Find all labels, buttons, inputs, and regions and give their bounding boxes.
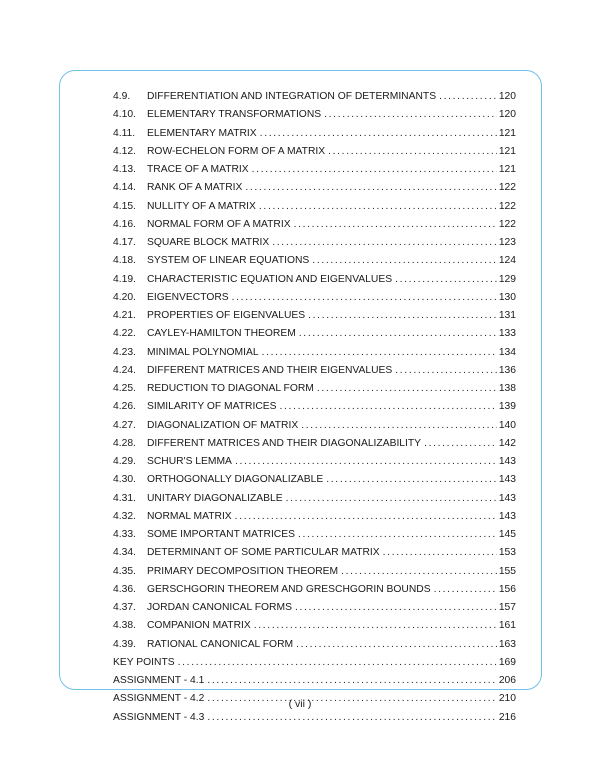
toc-entry[interactable] xyxy=(113,161,516,179)
toc-entry[interactable] xyxy=(113,599,516,617)
toc-entry-page: 120 xyxy=(498,109,516,121)
toc-entry-title: EIGENVECTORS xyxy=(147,291,229,303)
toc-entry-page: 134 xyxy=(498,346,516,358)
toc-entry-page: 140 xyxy=(498,419,516,431)
toc-entry[interactable] xyxy=(113,344,516,362)
toc-entry[interactable] xyxy=(113,563,516,581)
toc-entry-page: 163 xyxy=(498,638,516,650)
toc-entry[interactable] xyxy=(113,143,516,161)
toc-entry-title: DIAGONALIZATION OF MATRIX xyxy=(147,419,299,431)
dot-leader xyxy=(235,508,497,526)
toc-entry-number: 4.12. xyxy=(113,145,136,157)
toc-entry-page: 143 xyxy=(498,456,516,467)
toc-entry-page: 143 xyxy=(498,492,516,504)
toc-entry-page: 121 xyxy=(498,127,516,139)
toc-entry-number: 4.18. xyxy=(113,255,136,267)
dot-leader xyxy=(232,289,497,307)
toc-entry-title: UNITARY DIAGONALIZABLE xyxy=(147,492,283,504)
toc-entry[interactable] xyxy=(113,216,516,234)
toc-entry[interactable] xyxy=(113,88,516,106)
page-number: ( vii ) xyxy=(288,698,312,710)
toc-entry[interactable] xyxy=(113,490,516,508)
toc-entry[interactable] xyxy=(113,179,516,197)
toc-entry-title: ELEMENTARY TRANSFORMATIONS xyxy=(147,109,322,121)
dot-leader xyxy=(272,234,497,252)
dot-leader xyxy=(235,453,497,471)
toc-entry-title: TRACE OF A MATRIX xyxy=(147,164,249,175)
toc-entry-number: 4.20. xyxy=(113,291,136,303)
toc-entry-number: 4.34. xyxy=(113,547,136,559)
toc-entry-number: 4.30. xyxy=(113,474,136,486)
toc-entry[interactable] xyxy=(113,526,516,544)
dot-leader xyxy=(295,599,497,617)
dot-leader xyxy=(207,672,496,690)
toc-entry-page: 206 xyxy=(498,675,516,686)
dot-leader xyxy=(178,654,497,672)
toc-entry-page: 142 xyxy=(498,437,516,449)
toc-entry[interactable] xyxy=(113,672,516,690)
toc-entry[interactable] xyxy=(113,636,516,654)
toc-entry-title: PROPERTIES OF EIGENVALUES xyxy=(147,310,306,321)
toc-entry-page: 131 xyxy=(498,310,516,321)
toc-entry-title: NORMAL MATRIX xyxy=(147,510,232,522)
toc-entry-title: RANK OF A MATRIX xyxy=(147,182,243,194)
toc-entry-title: NORMAL FORM OF A MATRIX xyxy=(147,218,291,230)
toc-entry[interactable] xyxy=(113,617,516,635)
dot-leader xyxy=(245,179,496,197)
toc-entry-number: 4.11. xyxy=(113,127,136,139)
dot-leader xyxy=(317,380,497,398)
toc-entry-title: REDUCTION TO DIAGONAL FORM xyxy=(147,383,314,394)
toc-entry-page: 122 xyxy=(498,182,516,194)
dot-leader xyxy=(294,216,497,234)
toc-entry-number: 4.10. xyxy=(113,109,136,121)
toc-entry-title: MINIMAL POLYNOMIAL xyxy=(147,346,259,358)
toc-entry-title: DIFFERENTIATION AND INTEGRATION OF DETERMINANTS xyxy=(147,91,437,102)
toc-entry-title: SIMILARITY OF MATRICES xyxy=(147,401,277,413)
toc-entry[interactable] xyxy=(113,271,516,289)
toc-entry[interactable] xyxy=(113,289,516,307)
dot-leader xyxy=(424,435,497,453)
toc-entry-number: 4.24. xyxy=(113,364,136,376)
dot-leader xyxy=(262,344,497,362)
toc-entry[interactable] xyxy=(113,307,516,325)
toc-entry-title: KEY POINTS xyxy=(113,656,175,668)
toc-entry[interactable] xyxy=(113,417,516,435)
toc-entry-number: 4.37. xyxy=(113,602,136,613)
toc-entry-number: 4.9. xyxy=(113,91,131,102)
table-of-contents xyxy=(113,88,516,727)
toc-entry-title: GERSCHGORIN THEOREM AND GRESCHGORIN BOUNDS xyxy=(147,583,431,595)
dot-leader xyxy=(286,490,497,508)
toc-entry-number: 4.17. xyxy=(113,237,136,248)
toc-entry-title: DIFFERENT MATRICES AND THEIR EIGENVALUES xyxy=(147,364,393,376)
toc-entry-page: 133 xyxy=(498,328,516,340)
toc-entry-number: 4.35. xyxy=(113,565,136,577)
toc-entry-title: JORDAN CANONICAL FORMS xyxy=(147,602,292,613)
toc-entry-page: 153 xyxy=(498,547,516,559)
toc-entry-title: SYSTEM OF LINEAR EQUATIONS xyxy=(147,255,310,267)
dot-leader xyxy=(439,88,497,106)
toc-entry[interactable] xyxy=(113,471,516,489)
dot-leader xyxy=(395,271,497,289)
toc-entry-page: 145 xyxy=(498,529,516,540)
toc-entry-page: 216 xyxy=(498,711,516,723)
toc-entry-page: 120 xyxy=(498,91,516,102)
toc-entry-page: 129 xyxy=(498,273,516,285)
toc-entry-number: 4.38. xyxy=(113,620,136,632)
toc-entry-number: 4.16. xyxy=(113,218,136,230)
toc-entry-title: ROW-ECHELON FORM OF A MATRIX xyxy=(147,145,326,157)
toc-entry-title: COMPANION MATRIX xyxy=(147,620,251,632)
toc-entry-number: 4.28. xyxy=(113,437,136,449)
toc-entry[interactable] xyxy=(113,380,516,398)
dot-leader xyxy=(326,471,497,489)
dot-leader xyxy=(254,617,497,635)
toc-entry-title: CHARACTERISTIC EQUATION AND EIGENVALUES xyxy=(147,273,393,285)
toc-entry[interactable] xyxy=(113,252,516,270)
toc-entry[interactable] xyxy=(113,125,516,143)
dot-leader xyxy=(301,417,497,435)
toc-entry-title: SQUARE BLOCK MATRIX xyxy=(147,237,270,248)
toc-entry-title: ELEMENTARY MATRIX xyxy=(147,127,257,139)
toc-entry-page: 155 xyxy=(498,565,516,577)
toc-entry[interactable] xyxy=(113,198,516,216)
dot-leader xyxy=(434,581,497,599)
toc-entry-number: 4.13. xyxy=(113,164,136,175)
toc-entry[interactable] xyxy=(113,435,516,453)
toc-entry-page: 130 xyxy=(498,291,516,303)
toc-entry-title: ORTHOGONALLY DIAGONALIZABLE xyxy=(147,474,324,486)
toc-entry[interactable] xyxy=(113,544,516,562)
toc-entry-page: 143 xyxy=(498,474,516,486)
toc-entry[interactable] xyxy=(113,325,516,343)
dot-leader xyxy=(341,563,497,581)
dot-leader xyxy=(298,526,497,544)
toc-entry[interactable] xyxy=(113,234,516,252)
dot-leader xyxy=(299,325,497,343)
toc-entry-number: 4.15. xyxy=(113,200,136,212)
dot-leader xyxy=(207,709,496,727)
toc-entry-number: 4.33. xyxy=(113,529,136,540)
toc-entry-number: 4.26. xyxy=(113,401,136,413)
dot-leader xyxy=(296,636,497,654)
dot-leader xyxy=(308,307,497,325)
toc-entry-page: 121 xyxy=(498,164,516,175)
toc-entry[interactable] xyxy=(113,709,516,727)
toc-entry-page: 157 xyxy=(498,602,516,613)
toc-entry[interactable] xyxy=(113,654,516,672)
dot-leader xyxy=(252,161,497,179)
toc-entry-number: 4.29. xyxy=(113,456,136,467)
dot-leader xyxy=(260,125,497,143)
toc-entry-page: 143 xyxy=(498,510,516,522)
dot-leader xyxy=(324,106,497,124)
toc-entry-title: PRIMARY DECOMPOSITION THEOREM xyxy=(147,565,339,577)
toc-entry-title: CAYLEY-HAMILTON THEOREM xyxy=(147,328,296,340)
toc-entry-page: 123 xyxy=(498,237,516,248)
toc-entry-title: DIFFERENT MATRICES AND THEIR DIAGONALIZABILITY xyxy=(147,437,422,449)
toc-entry-title: DETERMINANT OF SOME PARTICULAR MATRIX xyxy=(147,547,380,559)
toc-entry-number: 4.14. xyxy=(113,182,136,194)
toc-entry-number: 4.19. xyxy=(113,273,136,285)
toc-entry[interactable] xyxy=(113,398,516,416)
toc-entry[interactable] xyxy=(113,508,516,526)
dot-leader xyxy=(328,143,497,161)
toc-entry-number: 4.31. xyxy=(113,492,136,504)
toc-entry-number: 4.36. xyxy=(113,583,136,595)
toc-entry-page: 210 xyxy=(498,693,516,705)
toc-entry-page: 122 xyxy=(498,218,516,230)
toc-entry[interactable] xyxy=(113,581,516,599)
toc-entry-number: 4.27. xyxy=(113,419,136,431)
toc-entry-title: ASSIGNMENT - 4.3 xyxy=(113,711,205,723)
dot-leader xyxy=(259,198,497,216)
toc-entry-number: 4.22. xyxy=(113,328,136,340)
toc-entry-page: 136 xyxy=(498,364,516,376)
toc-entry-title: SCHUR'S LEMMA xyxy=(147,456,232,467)
dot-leader xyxy=(312,252,497,270)
toc-entry-number: 4.23. xyxy=(113,346,136,358)
toc-entry[interactable] xyxy=(113,453,516,471)
toc-entry-page: 156 xyxy=(498,583,516,595)
toc-entry-page: 122 xyxy=(498,200,516,212)
toc-entry-number: 4.32. xyxy=(113,510,136,522)
toc-entry-number: 4.25. xyxy=(113,383,136,394)
toc-entry-title: ASSIGNMENT - 4.1 xyxy=(113,675,205,686)
toc-entry-title: RATIONAL CANONICAL FORM xyxy=(147,638,294,650)
toc-entry-page: 169 xyxy=(498,656,516,668)
toc-entry-page: 138 xyxy=(498,383,516,394)
toc-entry-title: NULLITY OF A MATRIX xyxy=(147,200,256,212)
toc-entry-title: SOME IMPORTANT MATRICES xyxy=(147,529,295,540)
dot-leader xyxy=(280,398,497,416)
toc-entry-number: 4.21. xyxy=(113,310,136,321)
toc-entry-page: 121 xyxy=(498,145,516,157)
toc-entry-page: 139 xyxy=(498,401,516,413)
toc-entry-page: 124 xyxy=(498,255,516,267)
toc-entry[interactable] xyxy=(113,362,516,380)
toc-entry[interactable] xyxy=(113,106,516,124)
toc-entry-number: 4.39. xyxy=(113,638,136,650)
toc-entry-page: 161 xyxy=(498,620,516,632)
toc-entry-title: ASSIGNMENT - 4.2 xyxy=(113,693,205,705)
dot-leader xyxy=(395,362,497,380)
dot-leader xyxy=(383,544,497,562)
